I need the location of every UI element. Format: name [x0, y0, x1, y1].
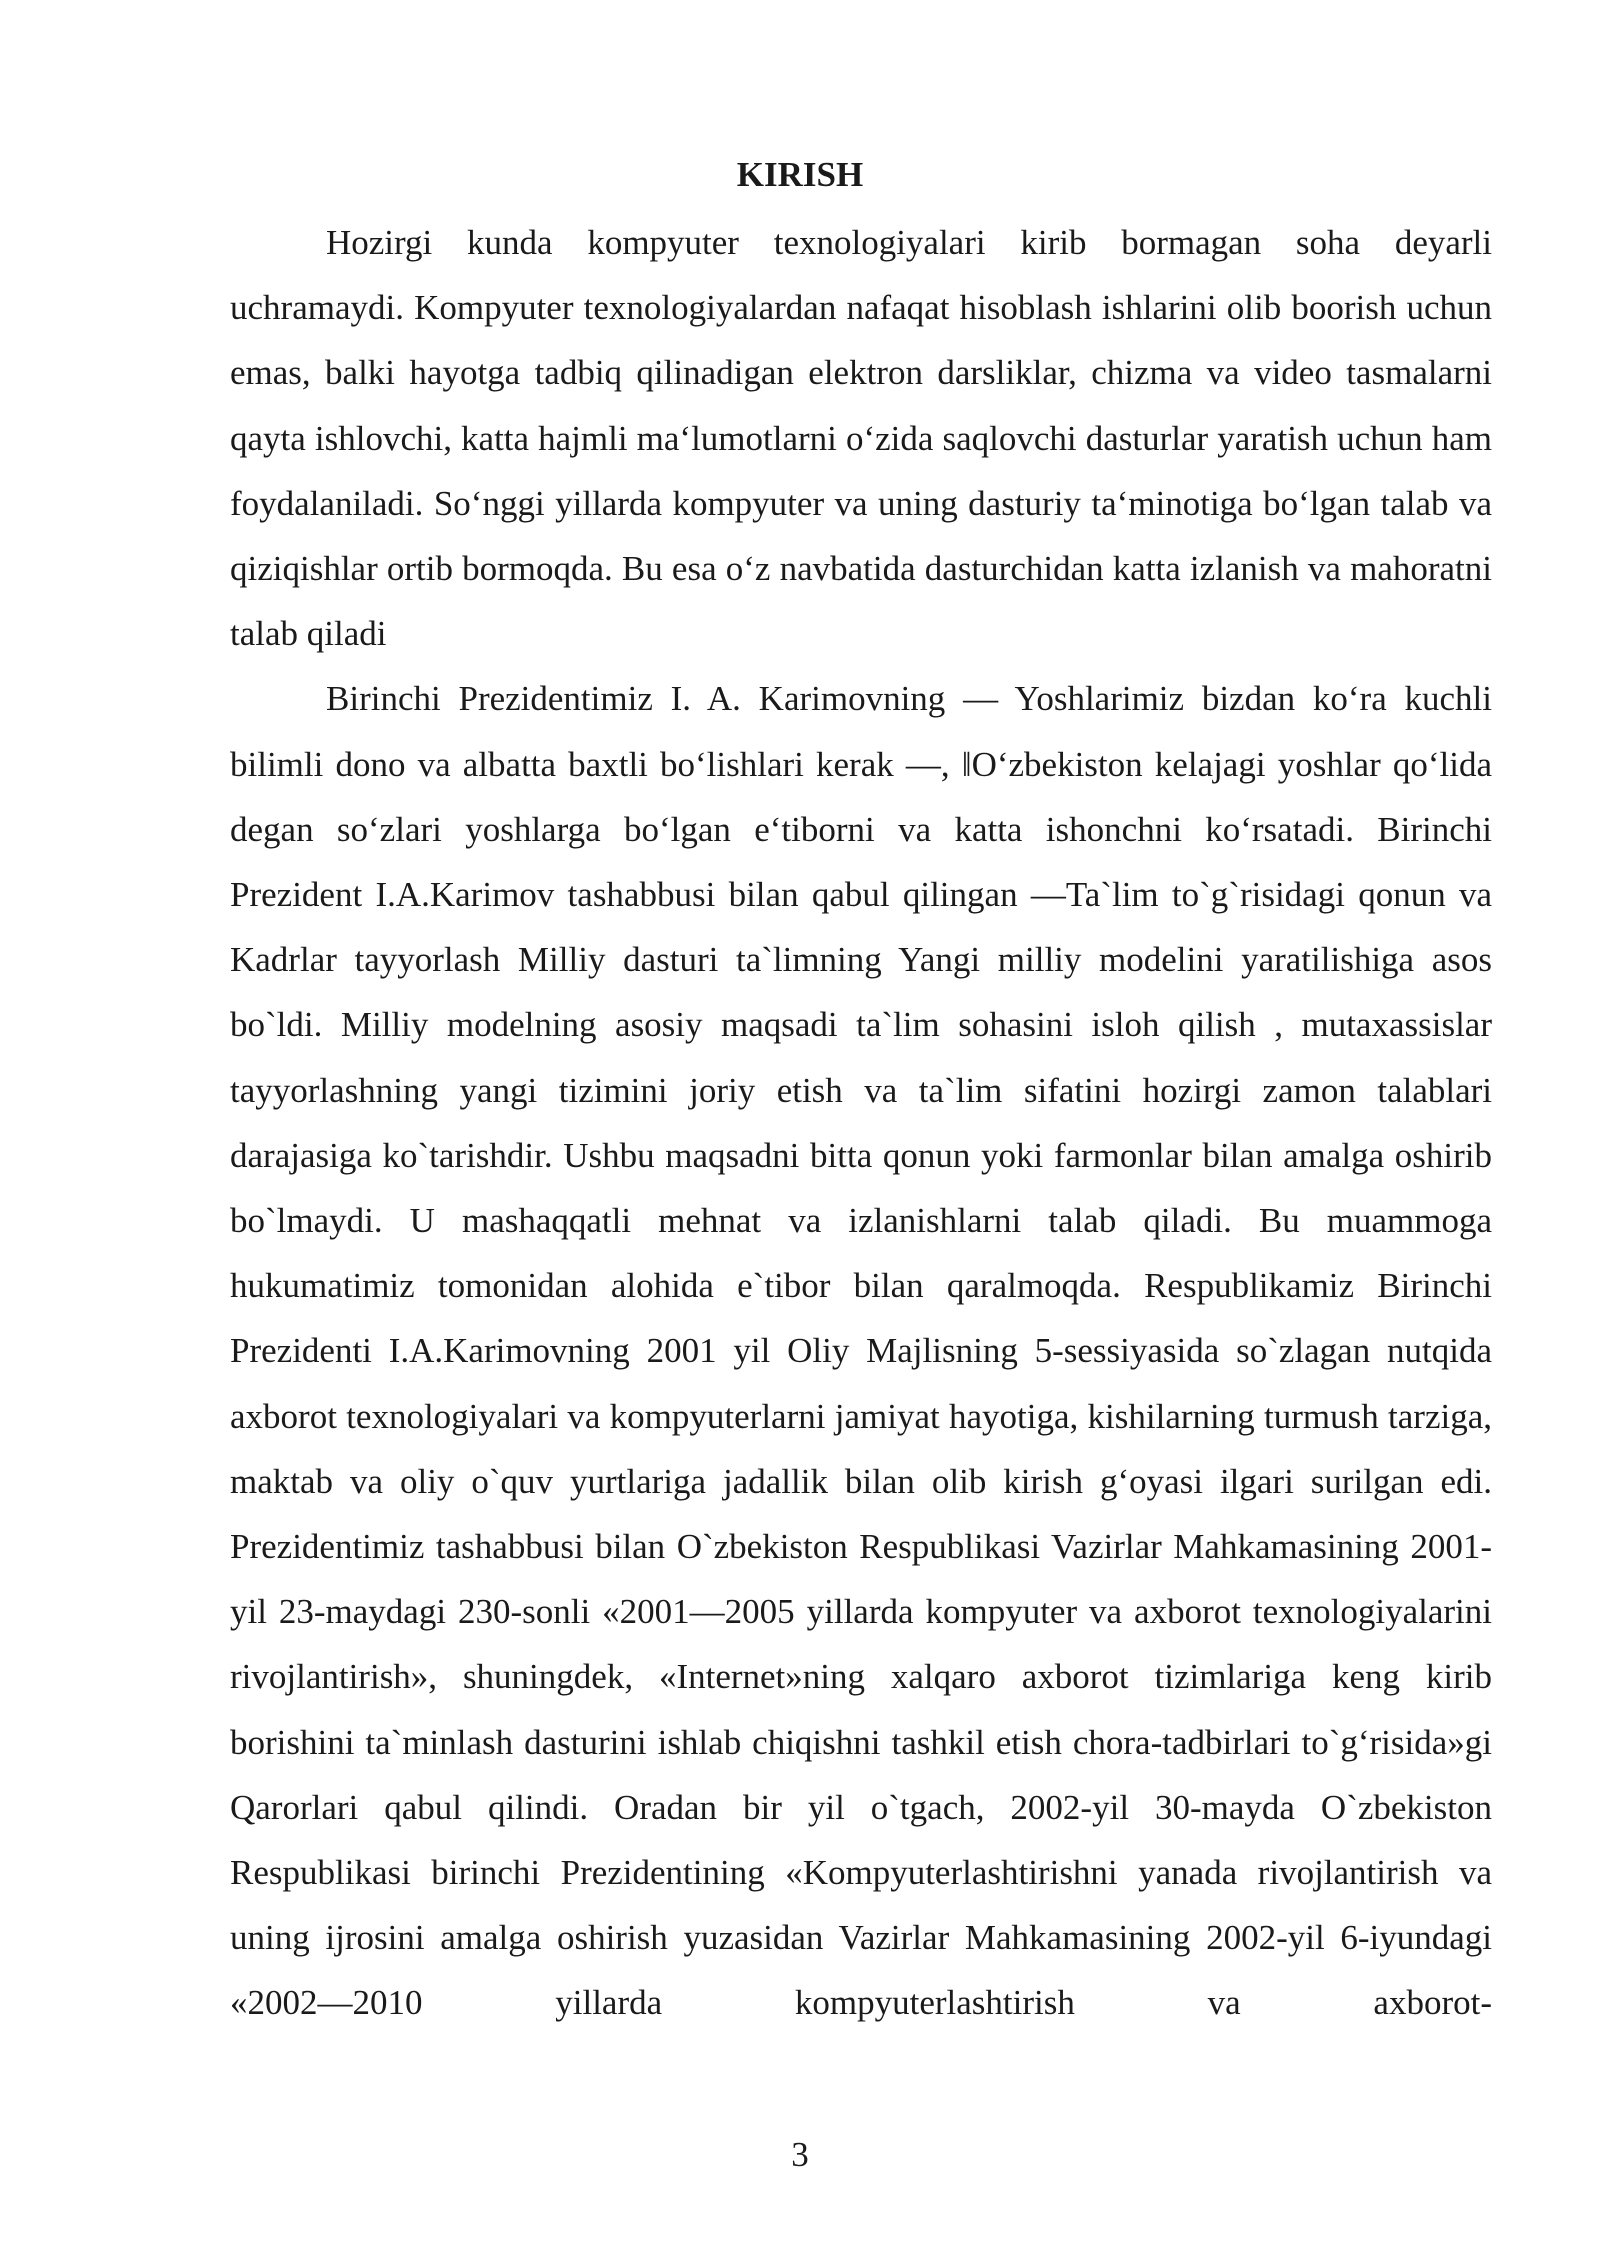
paragraph-president: Birinchi Prezidentimiz I. A. Karimovning — Yoshlarimiz bizdan ko‘ra kuchli bilimli dono va albatta baxtli bo‘lishlari kerak —, ‖O‘zbekiston kelajagi yoshlar qo‘lida degan so‘zlari yoshlarga bo‘lgan e‘tiborni va katta ishonchni ko‘rsatadi. Birinchi Prezident I.A.Karimov tashabbusi bilan qabul qilingan —Ta`lim to`g`risidagi qonun va Kadrlar tayyorlash Milliy dasturi ta`limning Yangi milliy modelini yaratilishiga asos bo`ldi. Milliy modelning asosiy maqsadi ta`lim sohasini isloh qilish , mutaxassislar tayyorlashning yangi tizimini joriy etish va ta`lim sifatini hozirgi zamon talablari darajasiga ko`tarishdir. Ushbu maqsadni bitta qonun yoki farmonlar bilan amalga oshirib bo`lmaydi. U mashaqqatli mehnat va izlanishlarni talab qiladi. Bu muammoga hukumatimiz tomonidan alohida e`tibor bilan qaralmoqda. Respublikamiz Birinchi Prezidenti I.A.Karimovning 2001 yil Oliy Majlisning 5-sessiyasida so`zlagan nutqida axborot texnologiyalari va kompyuterlarni jamiyat hayotiga, kishilarning turmush tarziga, maktab va oliy o`quv yurtlariga jadallik bilan olib kirish g‘oyasi ilgari surilgan edi. Prezidentimiz tashabbusi bilan O`zbekiston Respublikasi Vazirlar Mahkamasining 2001-yil 23-maydagi 230-sonli «2001—2005 yillarda kompyuter va axborot texnologiyalarini rivojlantirish», shuningdek, «Internet»ning xalqaro axborot tizimlariga keng kirib borishini ta`minlash dasturini ishlab chiqishni tashkil etish chora-tadbirlari to`g‘risida»gi Qarorlari qabul qilindi. Oradan bir yil o`tgach, 2002-yil 30-mayda O`zbekiston Respublikasi birinchi Prezidentining «Kompyuterlashtirishni yanada rivojlantirish va uning ijrosini amalga oshirish yuzasidan Vazirlar Mahkamasining 2002-yil 6-iyundagi «2002—2010 yillarda kompyuterlashtirish va axborot- [230, 679, 1492, 2023]
body-text [230, 210, 1492, 2036]
paragraph-intro: Hozirgi kunda kompyuter texnologiyalari kirib bormagan soha deyarli uchramaydi. Kompyuter texnologiyalardan nafaqat hisoblash ishlarini olib boorish uchun emas, balki hayotga tadbiq qilinadigan elektron darsliklar, chizma va video tasmalarni qayta ishlovchi, katta hajmli ma‘lumotlarni o‘zida saqlovchi dasturlar yaratish uchun ham foydalaniladi. So‘nggi yillarda kompyuter va uning dasturiy ta‘minotiga bo‘lgan talab va qiziqishlar ortib bormoqda. Bu esa o‘z navbatida dasturchidan katta izlanish va mahoratni talab qiladi [230, 223, 1492, 654]
page-number: 3 [791, 2135, 809, 2174]
section-heading: KIRISH [736, 155, 864, 194]
